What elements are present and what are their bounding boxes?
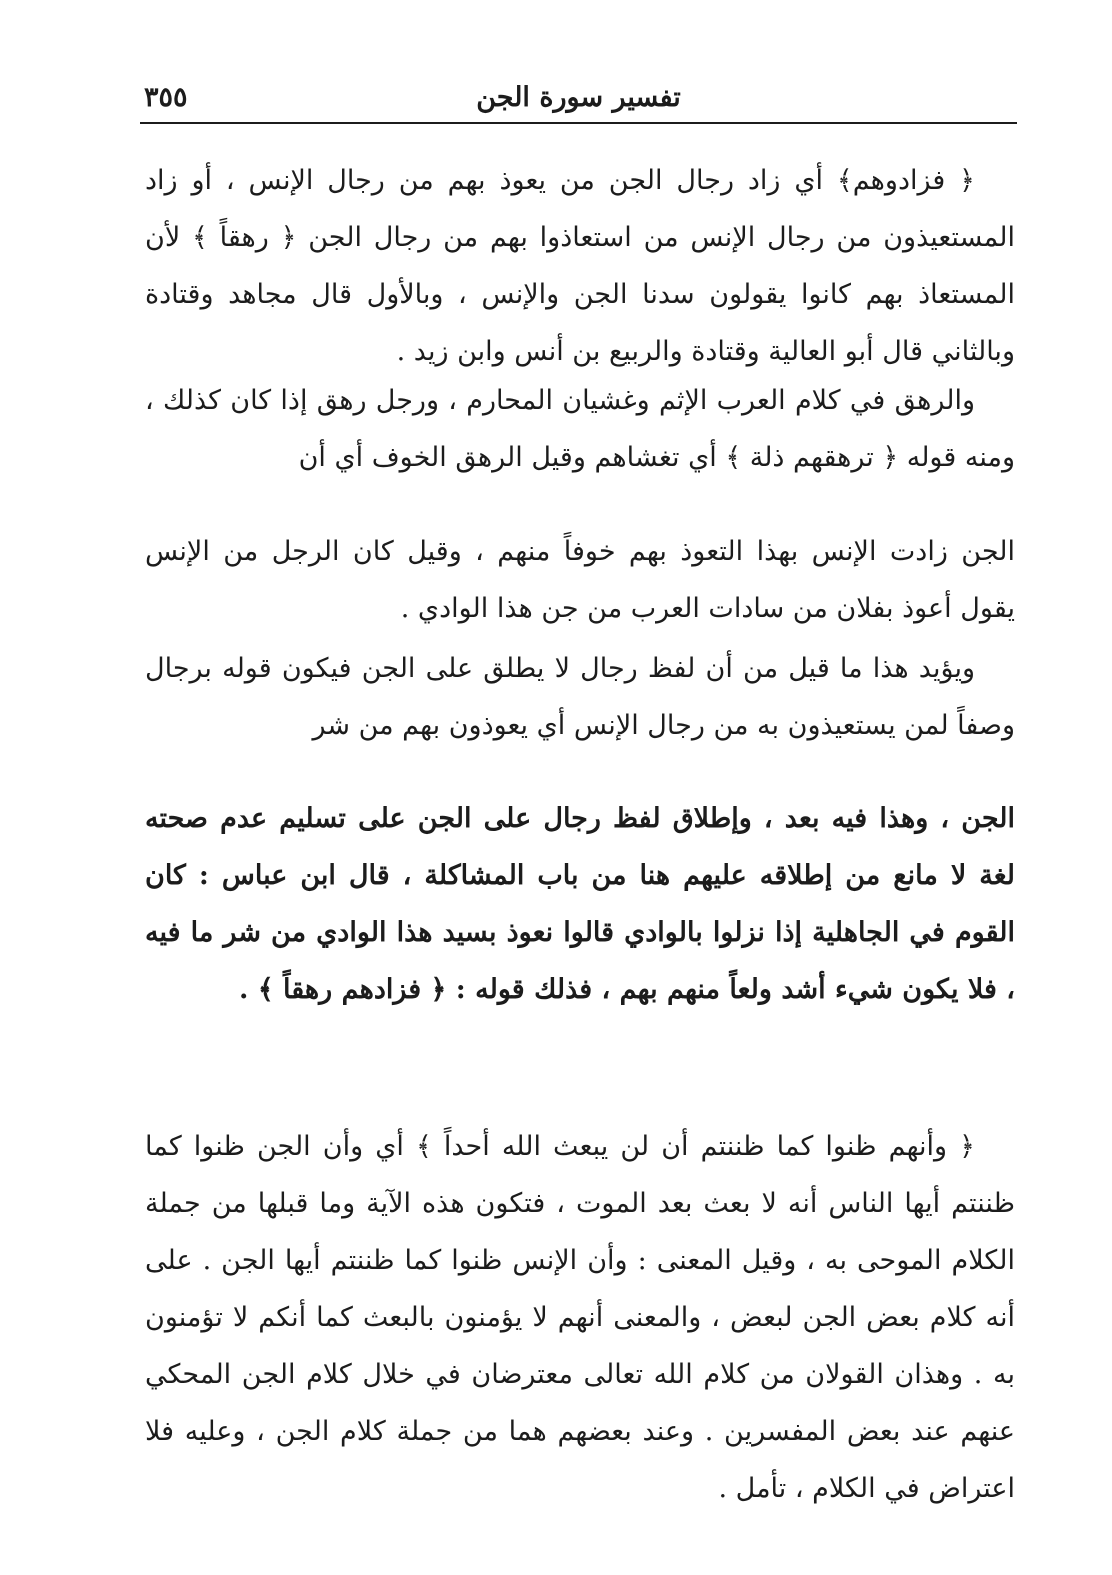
paragraph-5: الجن ، وهذا فيه بعد ، وإطلاق لفظ رجال على الجن على تسليم عدم صحته لغة لا مانع من إطلاقه عليهم هنا من باب المشاكلة ، قال ابن عباس : كان القوم في الجاهلية إذا نزلوا بالوادي قالوا نعوذ بسيد هذا الوادي من شر ما فيه ، فلا يكون شيء أشد ولعاً منهم بهم ، فذلك قوله : ﴿ فزادهم رهقاً ﴾ .: [145, 803, 1015, 1005]
page-title: تفسير سورة الجن: [476, 82, 681, 113]
paragraph-3: الجن زادت الإنس بهذا التعوذ بهم خوفاً منهم ، وقيل كان الرجل من الإنس يقول أعوذ بفلان من سادات العرب من جن هذا الوادي .: [145, 536, 1015, 624]
header-rule: [140, 122, 1017, 124]
paragraph-2: والرهق في كلام العرب الإثم وغشيان المحارم ، ورجل رهق إذا كان كذلك ، ومنه قوله ﴿ ترهقهم ذلة ﴾ أي تغشاهم وقيل الرهق الخوف أي أن: [145, 385, 1015, 473]
page-number: ٣٥٥: [144, 82, 188, 113]
paragraph-6: ﴿ وأنهم ظنوا كما ظننتم أن لن يبعث الله أحداً ﴾ أي وأن الجن ظنوا كما ظننتم أيها الناس أنه لا بعث بعد الموت ، فتكون هذه الآية وما قبلها من جملة الكلام الموحى به ، وقيل المعنى : وأن الإنس ظنوا كما ظننتم أيها الجن . على أنه كلام بعض الجن لبعض ، والمعنى أنهم لا يؤمنون بالبعث كما أنكم لا تؤمنون به . وهذان القولان من كلام الله تعالى معترضان في خلال كلام الجن المحكي عنهم عند بعض المفسرين . وعند بعضهم هما من جملة كلام الجن ، وعليه فلا اعتراض في الكلام ، تأمل .: [145, 1131, 1015, 1504]
paragraph-1: ﴿ فزادوهم﴾ أي زاد رجال الجن من يعوذ بهم من رجال الإنس ، أو زاد المستعيذون من رجال الإنس من استعاذوا بهم من رجال الجن ﴿ رهقاً ﴾ لأن المستعاذ بهم كانوا يقولون سدنا الجن والإنس ، وبالأول قال مجاهد وقتادة وبالثاني قال أبو العالية وقتادة والربيع بن أنس وابن زيد .: [145, 165, 1016, 367]
running-header: [140, 78, 1017, 122]
paragraph-4: ويؤيد هذا ما قيل من أن لفظ رجال لا يطلق على الجن فيكون قوله برجال وصفاً لمن يستعيذون به من رجال الإنس أي يعوذون بهم من شر: [145, 653, 1015, 741]
